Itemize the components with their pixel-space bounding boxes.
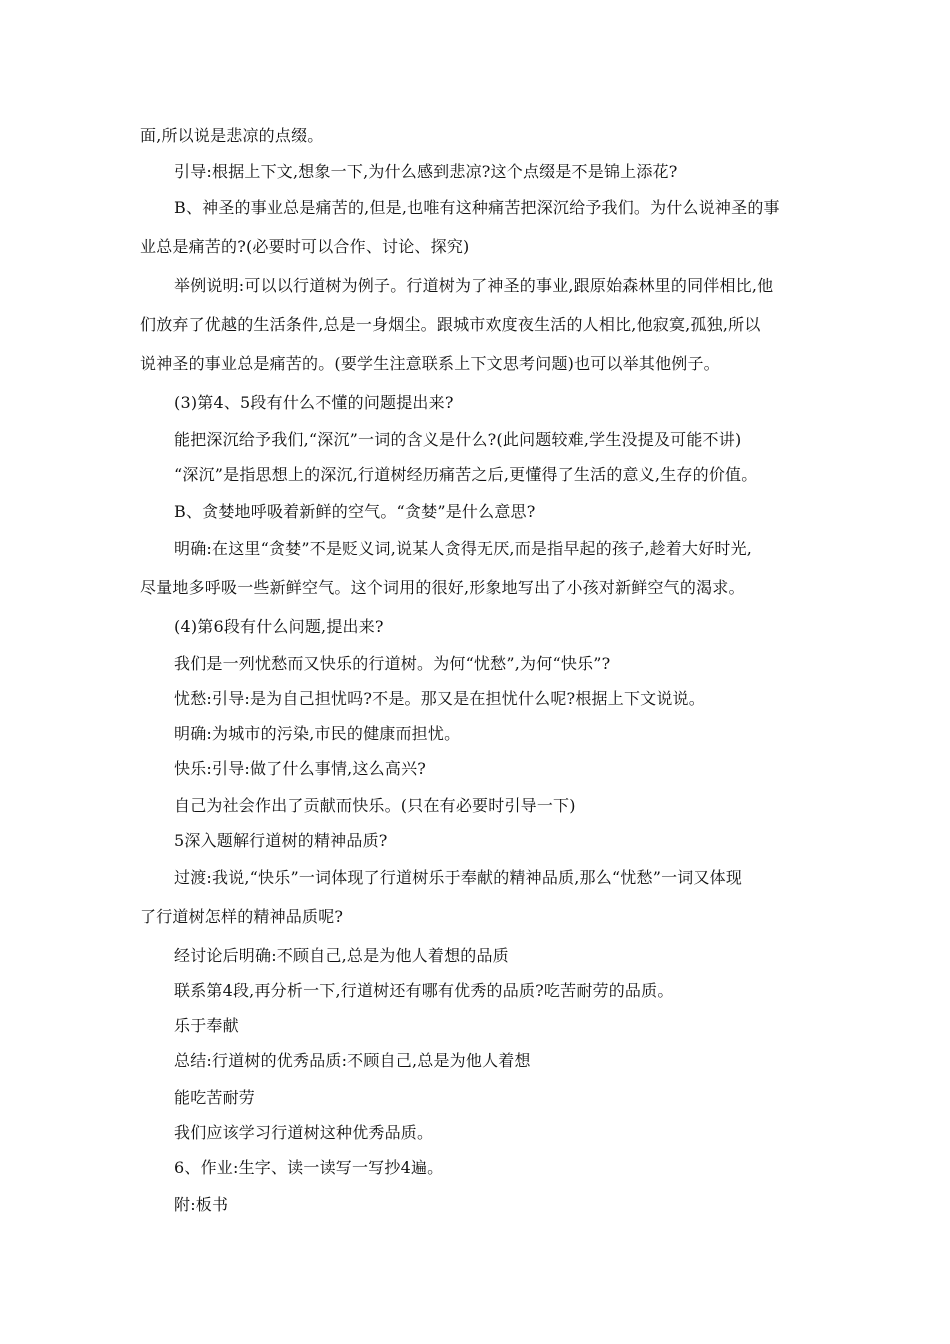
text-line: B、神圣的事业总是痛苦的,但是,也唯有这种痛苦把深沉给予我们。为什么说神圣的事 — [174, 198, 780, 217]
text-line: (3)第4、5段有什么不懂的问题提出来? — [174, 393, 454, 412]
text-line: 尽量地多呼吸一些新鲜空气。这个词用的很好,形象地写出了小孩对新鲜空气的渴求。 — [140, 578, 745, 597]
text-line: 5深入题解行道树的精神品质? — [174, 831, 388, 850]
text-line: 业总是痛苦的?(必要时可以合作、讨论、探究) — [140, 237, 470, 256]
text-line: “深沉”是指思想上的深沉,行道树经历痛苦之后,更懂得了生活的意义,生存的价值。 — [174, 465, 758, 484]
text-line: 明确:在这里“贪婪”不是贬义词,说某人贪得无厌,而是指早起的孩子,趁着大好时光, — [174, 539, 753, 558]
text-line: (4)第6段有什么问题,提出来? — [174, 617, 384, 636]
text-line: 能把深沉给予我们,“深沉”一词的含义是什么?(此问题较难,学生没提及可能不讲) — [174, 430, 742, 449]
text-line: 附:板书 — [174, 1195, 229, 1214]
text-line: 举例说明:可以以行道树为例子。行道树为了神圣的事业,跟原始森林里的同伴相比,他 — [174, 276, 774, 295]
text-line: 自己为社会作出了贡献而快乐。(只在有必要时引导一下) — [174, 796, 576, 815]
text-line: 面,所以说是悲凉的点缀。 — [140, 126, 324, 145]
text-line: 过渡:我说,“快乐”一词体现了行道树乐于奉献的精神品质,那么“忧愁”一词又体现 — [174, 868, 743, 887]
text-line: 我们是一列忧愁而又快乐的行道树。为何“忧愁”,为何“快乐”? — [174, 654, 611, 673]
text-line: 乐于奉献 — [174, 1016, 239, 1035]
text-line: 快乐:引导:做了什么事情,这么高兴? — [174, 759, 427, 778]
text-line: 说神圣的事业总是痛苦的。(要学生注意联系上下文思考问题)也可以举其他例子。 — [140, 354, 720, 373]
text-line: 联系第4段,再分析一下,行道树还有哪有优秀的品质?吃苦耐劳的品质。 — [174, 981, 674, 1000]
text-line: 总结:行道树的优秀品质:不顾自己,总是为他人着想 — [174, 1051, 531, 1070]
text-line: 们放弃了优越的生活条件,总是一身烟尘。跟城市欢度夜生活的人相比,他寂寞,孤独,所以 — [140, 315, 761, 334]
text-line: 引导:根据上下文,想象一下,为什么感到悲凉?这个点缀是不是锦上添花? — [174, 162, 678, 181]
text-line: 6、作业:生字、读一读写一写抄4遍。 — [174, 1158, 444, 1177]
text-line: 明确:为城市的污染,市民的健康而担忧。 — [174, 724, 461, 743]
text-line: 经讨论后明确:不顾自己,总是为他人着想的品质 — [174, 946, 509, 965]
text-line: 能吃苦耐劳 — [174, 1088, 256, 1107]
text-line: 我们应该学习行道树这种优秀品质。 — [174, 1123, 434, 1142]
text-line: 忧愁:引导:是为自己担忧吗?不是。那又是在担忧什么呢?根据上下文说说。 — [174, 689, 705, 708]
text-line: 了行道树怎样的精神品质呢? — [140, 907, 344, 926]
text-line: B、贪婪地呼吸着新鲜的空气。“贪婪”是什么意思? — [174, 502, 536, 521]
